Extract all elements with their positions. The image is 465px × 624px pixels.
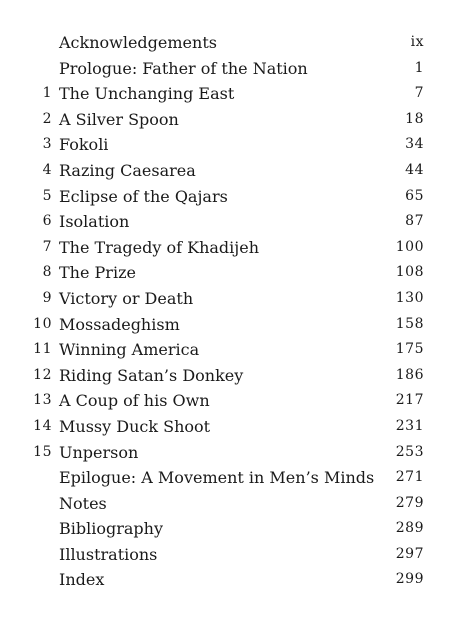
toc-entry [0, 107, 465, 133]
toc-entry [0, 158, 465, 184]
page-number: 289 [395, 520, 424, 537]
chapter-number: 14 [33, 417, 52, 434]
chapter-number: 5 [42, 187, 52, 204]
chapter-number: 9 [42, 289, 52, 306]
toc-entry [0, 337, 465, 363]
entry-title: Victory or Death [59, 288, 194, 308]
entry-title: Epilogue: A Movement in Men’s Minds [59, 468, 375, 488]
entry-title: Notes [59, 493, 107, 513]
entry-title: Index [59, 570, 105, 590]
entry-title: Fokoli [59, 135, 109, 155]
page-number: 186 [395, 366, 424, 383]
page-number: 297 [395, 545, 424, 562]
entry-title: Prologue: Father of the Nation [59, 58, 308, 78]
chapter-number: 7 [42, 238, 52, 255]
entry-title: Unperson [59, 442, 139, 462]
toc-entry [0, 312, 465, 338]
page-number: 299 [395, 571, 424, 588]
toc-entry [0, 260, 465, 286]
entry-title: Illustrations [59, 544, 158, 564]
page-number: 87 [405, 213, 424, 230]
page-number: 7 [414, 85, 424, 102]
toc-entry [0, 184, 465, 210]
toc-entry [0, 286, 465, 312]
chapter-number: 12 [33, 366, 52, 383]
toc-entry [0, 414, 465, 440]
toc-entry [0, 30, 465, 56]
page-number: 108 [395, 264, 424, 281]
entry-title: Bibliography [59, 519, 163, 539]
entry-title: The Tragedy of Khadijeh [59, 237, 259, 257]
toc-entry [0, 465, 465, 491]
page-number: 18 [405, 110, 424, 127]
entry-title: Eclipse of the Qajars [59, 186, 228, 206]
chapter-number: 1 [42, 85, 52, 102]
chapter-number: 15 [33, 443, 52, 460]
entry-title: Mossadeghism [59, 314, 180, 334]
chapter-number: 10 [33, 315, 52, 332]
page-number: 217 [395, 392, 424, 409]
toc-entry [0, 388, 465, 414]
table-of-contents [0, 30, 465, 593]
page-number: 231 [395, 417, 424, 434]
page-number: 158 [395, 315, 424, 332]
toc-entry [0, 440, 465, 466]
toc-entry [0, 491, 465, 517]
page-number: 175 [395, 341, 424, 358]
chapter-number: 8 [42, 264, 52, 281]
entry-title: Razing Caesarea [59, 160, 196, 180]
toc-entry [0, 567, 465, 593]
page-number: 65 [405, 187, 424, 204]
entry-title: Mussy Duck Shoot [59, 416, 211, 436]
entry-title: A Silver Spoon [59, 109, 179, 129]
entry-title: Isolation [59, 212, 130, 232]
toc-entry [0, 516, 465, 542]
entry-title: Riding Satan’s Donkey [59, 365, 244, 385]
page-number: 44 [405, 161, 424, 178]
toc-entry [0, 235, 465, 261]
page-number: 1 [414, 59, 424, 76]
toc-entry [0, 363, 465, 389]
chapter-number: 3 [42, 136, 52, 153]
page-number: 271 [395, 469, 424, 486]
entry-title: The Unchanging East [59, 84, 235, 104]
chapter-number: 11 [33, 341, 52, 358]
page-number: ix [410, 34, 424, 50]
toc-entry [0, 542, 465, 568]
page-number: 34 [405, 136, 424, 153]
page-number: 253 [395, 443, 424, 460]
entry-title: Winning America [59, 340, 200, 360]
chapter-number: 4 [42, 161, 52, 178]
toc-entry [0, 132, 465, 158]
chapter-number: 2 [42, 110, 52, 127]
page-number: 130 [395, 289, 424, 306]
chapter-number: 13 [33, 392, 52, 409]
entry-title: A Coup of his Own [59, 391, 210, 411]
page-number: 100 [395, 238, 424, 255]
toc-entry [0, 81, 465, 107]
entry-title: Acknowledgements [59, 33, 217, 52]
page-number: 279 [395, 494, 424, 511]
entry-title: The Prize [59, 263, 136, 283]
toc-entry [0, 209, 465, 235]
chapter-number: 6 [42, 213, 52, 230]
toc-entry [0, 56, 465, 82]
